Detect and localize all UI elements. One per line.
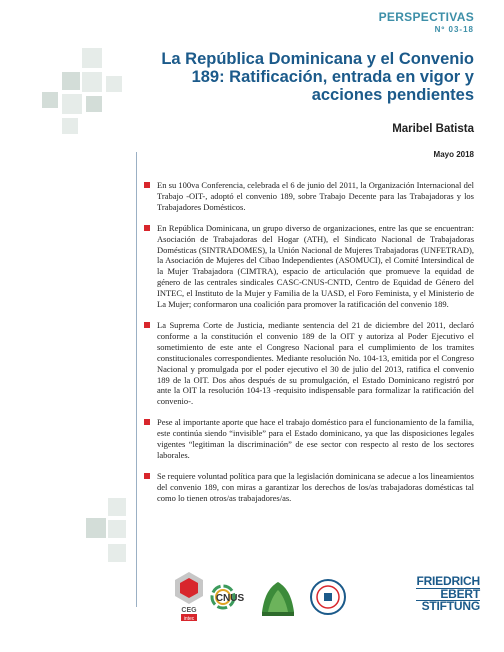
decorative-square (108, 498, 126, 516)
author-name: Maribel Batista (392, 123, 474, 135)
decorative-square (86, 96, 102, 112)
series-name: PERSPECTIVAS (378, 10, 474, 24)
intec-logo-text: intec (183, 616, 195, 622)
decorative-square (82, 72, 102, 92)
ceg-logo-text: CEG (181, 607, 197, 614)
paragraph (157, 180, 474, 213)
paragraph (157, 417, 474, 461)
series-number: Nº 03-18 (434, 25, 474, 34)
decorative-square (62, 72, 80, 90)
paragraph-text: En su 100va Conferencia, celebrada el 6 de junio del 2011, la Organización Internacional del Trabajo -OIT-, adoptó el convenio 189, sobre Trabajo Decente para las Trabajadoras y los Trabajadores Domésticos. (157, 180, 474, 212)
decorative-square (62, 94, 82, 114)
union-emblem-logo (258, 578, 298, 618)
red-bullet-icon (144, 182, 150, 188)
red-bullet-icon (144, 419, 150, 425)
cnus-logo (210, 582, 250, 612)
decorative-square (108, 520, 126, 538)
fes-logo-line2: EBERT (416, 588, 480, 601)
fes-logo-line3: STIFTUNG (416, 600, 480, 613)
paragraph (157, 320, 474, 407)
publication-date: Mayo 2018 (433, 150, 474, 159)
ceg-intec-logo (172, 570, 206, 622)
paragraph (157, 471, 474, 504)
fes-logo (416, 576, 480, 613)
paragraph-text: La Suprema Corte de Justicia, mediante sentencia del 21 de diciembre del 2011, declaró conforme a la constitución el convenio 189 de la OIT y autoriza al Poder Ejecutivo el sometimiento de este ante el Congreso Nacional para el cumplimiento de los tramites constitucionales correspondientes. Mediante resolución No. 104-13, emitida por el Congreso Nacional y promulgada por el poder ejecutivo el 30 de julio del 2013, ratifica el convenio 189 de la OIT. Dos años después de su promulgación, el Estado Dominicano registró por ante la OIT la resolución 104-13 -requisito indispensable para formalizar la ratificación del convenio-. (157, 319, 474, 407)
red-bullet-icon (144, 322, 150, 328)
paragraph-text: Pese al importante aporte que hace el trabajo doméstico para el funcionamiento de la familia, este continúa siendo “invisible” para el Estado dominicano, ya que las disposiciones legales vigentes “legitiman la discriminación” de ese sector con respecto al resto de los sectores laborales. (157, 417, 474, 460)
circular-seal-logo (308, 576, 348, 618)
decorative-square (62, 118, 78, 134)
cnus-logo-text: CNUS (215, 593, 245, 604)
page-title: La República Dominicana y el Convenio 189: Ratificación, entrada en vigor y acciones pendientes (161, 50, 474, 104)
decorative-square (86, 518, 106, 538)
decorative-square (42, 92, 58, 108)
fes-logo-line1: FRIEDRICH (416, 574, 480, 588)
paragraph-text: Se requiere voluntad política para que la legislación dominicana se adecue a los lineamientos del convenio 189, con miras a garantizar los derechos de los/as trabajadoras domésticas tal como lo tienen otros/as trabajadores/as. (157, 470, 474, 503)
paragraph (157, 223, 474, 310)
partner-logos (150, 568, 480, 628)
decorative-square (108, 544, 126, 562)
paragraph-text: En República Dominicana, un grupo diverso de organizaciones, entre las que se encuentran: Asociación de Trabajadoras del Hogar (ATH), el Sindicato Nacional de Trabajadoras Domésticas (SINTRADOMES), la Unión Nacional de Mujeres Trabajadoras (UNFETRAD), la Asociación de Mujeres del Cibao Independientes (ASOMUCI), el Comité Intersindical de la Mujer Trabajadora (CIMTRA), espacio de articulación que promueve la equidad de género de las centrales sindicales CASC-CNUS-CNTD, Centro de Equidad de Género del INTEC, el Instituto de la Mujer y Familia de la UASD, el Foro Feminista, y el Ministerio de La Mujer; conformaron una coalición para promover la ratificación del convenio 189. (157, 222, 474, 310)
red-bullet-icon (144, 473, 150, 479)
decorative-square (106, 76, 122, 92)
decorative-square (82, 48, 102, 68)
series-header (379, 10, 474, 34)
vertical-divider (136, 152, 137, 607)
red-bullet-icon (144, 225, 150, 231)
body-text (157, 180, 474, 514)
